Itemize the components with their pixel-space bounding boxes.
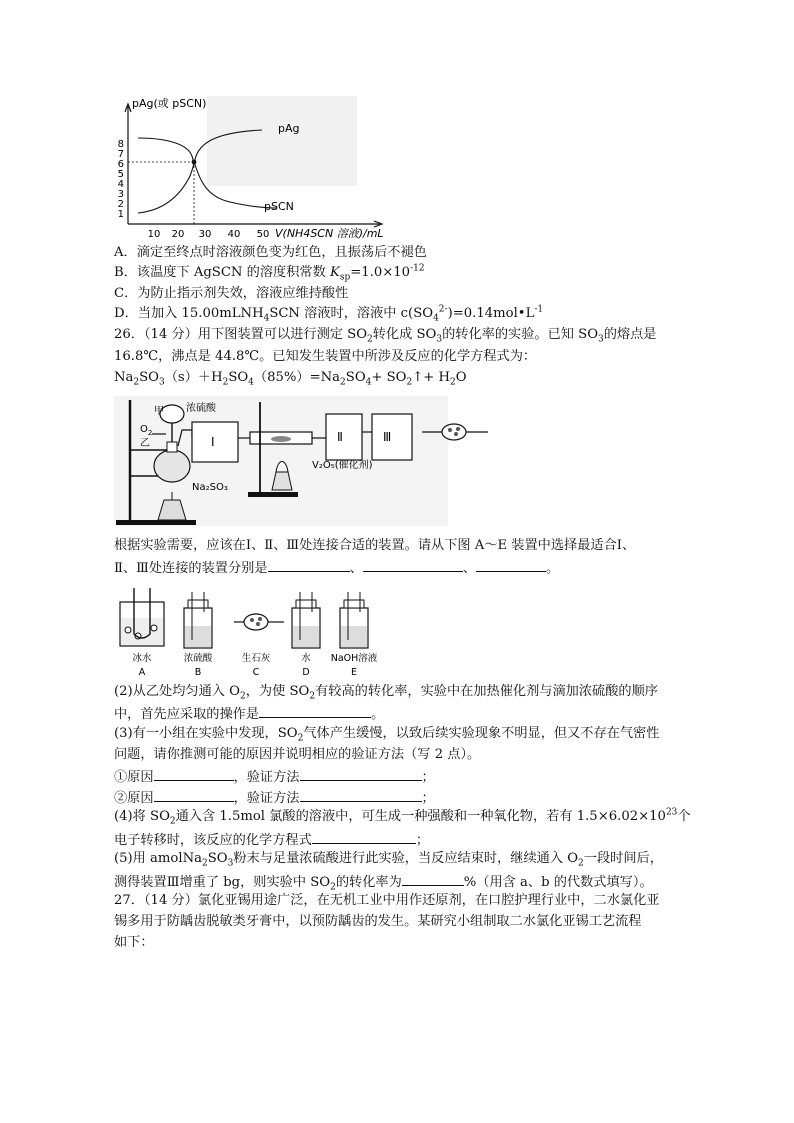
q3-reason2: ②原因 ，验证方法 ； <box>114 787 435 808</box>
option-e-caption: NaOH溶液 <box>330 653 378 664</box>
option-c: C．为防止指示剂失效，溶液应维持酸性 <box>114 286 349 301</box>
box-iii-label: Ⅲ <box>383 430 392 444</box>
option-b: B．该温度下 AgSCN 的溶度积常数 $K_{sp}=1.0\times 10^{-12}$ <box>114 263 425 283</box>
option-a-caption: 冰水 <box>132 653 152 664</box>
box-iii <box>372 414 412 460</box>
x-tick: 50 <box>256 229 270 240</box>
verify1-blank[interactable] <box>300 766 422 781</box>
q26-equation: $Na_2SO_3(s)+H_2SO_4(85\%)=Na_2SO_4+$ $SO_2↑+ H_2O$ <box>114 370 467 388</box>
y-tick: 3 <box>117 189 124 200</box>
q5-answer-blank[interactable] <box>402 871 464 886</box>
answer-blank-ii[interactable] <box>363 557 463 572</box>
q3-reason1: ①原因 ，验证方法 ； <box>114 766 435 787</box>
q27-line3: 如下： <box>114 935 154 950</box>
y-tick: 4 <box>117 179 124 190</box>
y-tick: 1 <box>117 209 124 220</box>
option-b-caption: 浓硫酸 <box>183 653 213 664</box>
box-ii <box>326 414 362 460</box>
q2-answer-blank[interactable] <box>259 703 371 718</box>
q27-line2: 锡多用于防龋齿脱敏类牙膏中，以预防龋齿的发生。某研究小组制取二水氯化亚锡工艺流程 <box>114 914 642 929</box>
q4-line2: 电子转移时，该反应的化学方程式 ； <box>114 829 429 850</box>
titration-graph <box>112 92 408 242</box>
drying-tube <box>442 424 466 440</box>
option-a: A．滴定至终点时溶液颜色变为红色，且振荡后不褪色 <box>114 245 427 260</box>
reaction-flask <box>154 450 190 482</box>
label-na2so3: Na₂SO₃ <box>192 482 228 493</box>
apparatus-options <box>112 582 392 682</box>
answer-blank-iii[interactable] <box>476 557 546 572</box>
option-b-letter: B <box>194 667 202 678</box>
photo-shading <box>207 96 357 186</box>
curve-label-pscn: pSCN <box>264 200 294 213</box>
q2-line2: 中，首先应采取的操作是 。 <box>114 703 384 724</box>
x-axis-label: V(NH4SCN 溶液)/mL <box>275 227 384 240</box>
q4-line1: (4)将 $SO_2$通入含 1.5mol 氯酸的溶液中，可生成一种强酸和一种氧化物，若有 $1.5\times 6.02\times 10^{23}$个 <box>114 807 691 827</box>
q5-line2: 测得装置Ⅲ增重了 bg，则实验中 $SO_2$的转化率为 %（用含 a、b 的代数式填写）。 <box>114 871 653 892</box>
label-o2: $O_2$ <box>140 424 153 437</box>
selection-line2: Ⅱ、Ⅲ处连接的装置分别是 、 、 。 <box>114 557 559 578</box>
y-tick: 5 <box>117 169 124 180</box>
option-c-caption: 生石灰 <box>241 653 271 664</box>
q26-line1: 26．（14 分）用下图装置可以进行测定 $SO_2$转化成 $SO_3$的转化率的实验。已知 $SO_3$的熔点是 <box>114 327 657 345</box>
apparatus-figure <box>112 394 502 530</box>
y-tick: 8 <box>117 139 124 150</box>
answer-blank-i[interactable] <box>268 557 350 572</box>
equivalence-point <box>192 160 197 165</box>
box-i-label: Ⅰ <box>211 435 215 449</box>
label-jia: 甲 <box>154 406 164 417</box>
label-catalyst: V₂O₅(催化剂) <box>312 460 373 471</box>
verify2-blank[interactable] <box>300 787 422 802</box>
catalyst <box>271 436 291 442</box>
x-tick: 10 <box>147 229 161 240</box>
q3-line1: (3)有一小组在实验中发现，$SO_2$气体产生缓慢，以致后续实验现象不明显，但又不存在气密性 <box>114 726 660 744</box>
q5-line1: (5)用 $amolNa_2SO_3$粉末与足量浓硫酸进行此实验，当反应结束时，继续通入 $O_2$一段时间后， <box>114 851 663 869</box>
q2-line1: (2)从乙处均匀通入 $O_2$，为使 $SO_2$有较高的转化率，实验中在加热催化剂与滴加浓硫酸的顺序 <box>114 684 658 702</box>
option-a-letter: A <box>138 667 146 678</box>
box-i <box>192 422 238 462</box>
curve-label-pag: pAg <box>278 122 300 135</box>
x-tick: 30 <box>198 229 212 240</box>
stand-base <box>116 520 196 525</box>
option-d: D．当加入 15.00mLNH$_4$SCN 溶液时，溶液中 $c(SO_4^{2-})=0.14mol•L^{-1}$ <box>114 304 544 324</box>
q27-line1: 27．（14 分）氯化亚锡用途广泛，在无机工业中用作还原剂，在口腔护理行业中，二水氯化亚 <box>114 893 660 908</box>
q3-line2: 问题，请你推测可能的原因并说明相应的验证方法（写 2 点）。 <box>114 747 481 762</box>
y-tick: 7 <box>117 149 124 160</box>
y-tick: 6 <box>117 159 124 170</box>
selection-line1: 根据实验需要，应该在Ⅰ、Ⅱ、Ⅲ处连接合适的装置。请从下图 A～E 装置中选择最适合Ⅰ、 <box>114 538 636 553</box>
box-ii-label: Ⅱ <box>337 430 343 444</box>
x-tick: 20 <box>171 229 185 240</box>
y-tick: 2 <box>117 199 124 210</box>
option-d-caption: 水 <box>301 653 311 664</box>
option-c-letter: C <box>252 667 260 678</box>
heater-lamp <box>272 472 292 490</box>
q26-line2: 16.8℃，沸点是 44.8℃。已知发生装置中所涉及反应的化学方程式为： <box>114 349 537 364</box>
reason2-blank[interactable] <box>154 787 234 802</box>
option-d-letter: D <box>302 667 310 678</box>
option-e-letter: E <box>350 667 358 678</box>
q4-answer-blank[interactable] <box>312 829 416 844</box>
y-axis-label: pAg(或 pSCN) <box>132 97 207 110</box>
label-yi: 乙 <box>140 438 150 449</box>
x-tick: 40 <box>227 229 241 240</box>
option-c-tube <box>244 614 268 630</box>
label-conc-acid: 浓硫酸 <box>186 403 216 414</box>
reason1-blank[interactable] <box>154 766 234 781</box>
